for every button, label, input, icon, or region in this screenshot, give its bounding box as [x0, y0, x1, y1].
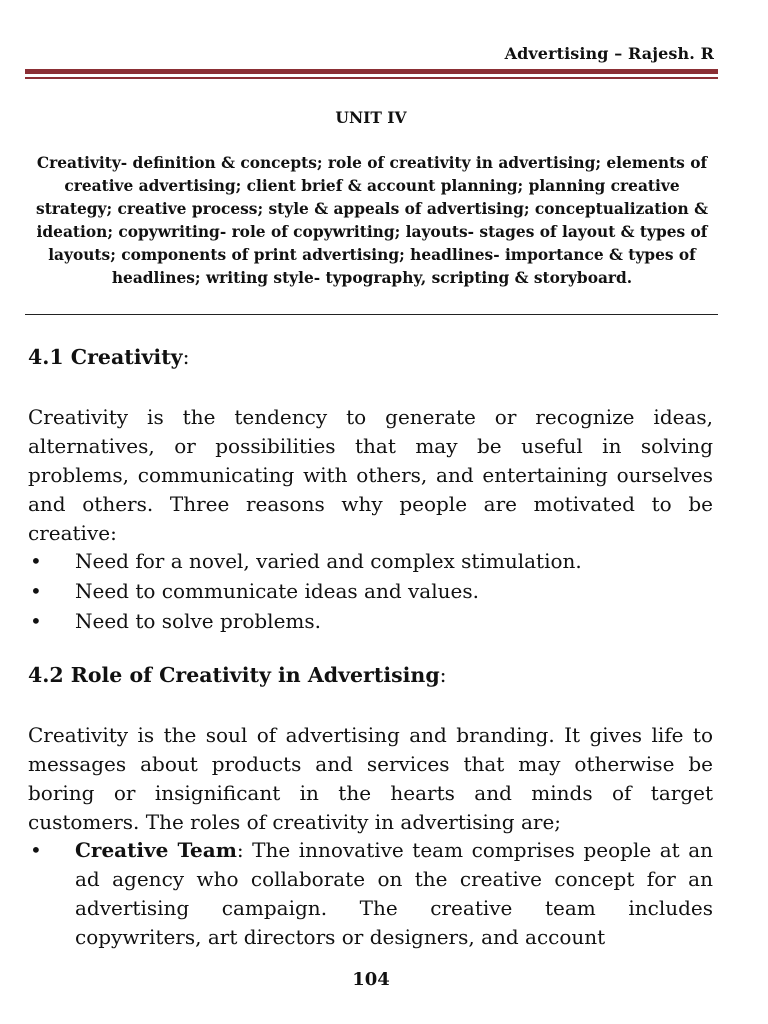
list-item [28, 576, 713, 606]
bullet-icon: • [30, 579, 42, 603]
section-heading-role-of-creativity [28, 663, 447, 687]
list-item [28, 836, 713, 952]
section-heading-creativity [28, 345, 190, 369]
page-number: 104 [352, 969, 390, 990]
header-rule-thick [25, 69, 718, 74]
section-heading-text: 4.2 Role of Creativity in Advertising [28, 663, 440, 687]
bullet-icon: • [30, 838, 42, 862]
bullet-icon: • [30, 549, 42, 573]
bullet-text: Need for a novel, varied and complex stimulation. [75, 549, 582, 573]
list-item [28, 606, 713, 636]
unit-syllabus: Creativity- definition & concepts; role of creativity in advertising; elements of creative advertising; client brief & account planning; planning creative strategy; creative process; style & appeals of advertising; conceptualization & ideation; copywriting- role of copywriting; layouts- stages of layout & types of layouts; components of print advertising; headlines- importance & types of headlines; writing style- typography, scripting & storyboard. [36, 154, 708, 287]
section-heading-text: 4.1 Creativity [28, 345, 183, 369]
list-item [28, 546, 713, 576]
bullet-text: Need to solve problems. [75, 609, 321, 633]
section-heading-colon: : [182, 345, 190, 369]
bullet-text: : The innovative team comprises people at an ad agency who collaborate on the creative concept for an advertising campaign. The creative team includes copywriters, art directors or designers, and account [75, 838, 714, 949]
role-paragraph: Creativity is the soul of advertising and branding. It gives life to messages about products and services that may otherwise be boring or insignificant in the hearts and minds of target customers. The roles of creativity in advertising are; [28, 723, 713, 834]
unit-title: UNIT IV [335, 108, 407, 127]
bullet-text: Need to communicate ideas and values. [75, 579, 479, 603]
header-rule-thin [25, 77, 718, 79]
section-heading-colon: : [439, 663, 447, 687]
role-bullet-list [28, 836, 713, 952]
running-header: Advertising – Rajesh. R [504, 44, 714, 63]
bullet-icon: • [30, 609, 42, 633]
bullet-term: Creative Team [75, 838, 237, 862]
motivation-bullet-list [28, 546, 713, 636]
creativity-paragraph: Creativity is the tendency to generate or recognize ideas, alternatives, or possibilities that may be useful in solving problems, communicating with others, and entertaining ourselves and others. Three reasons why people are motivated to be creative: [28, 405, 713, 545]
syllabus-divider [25, 314, 718, 315]
